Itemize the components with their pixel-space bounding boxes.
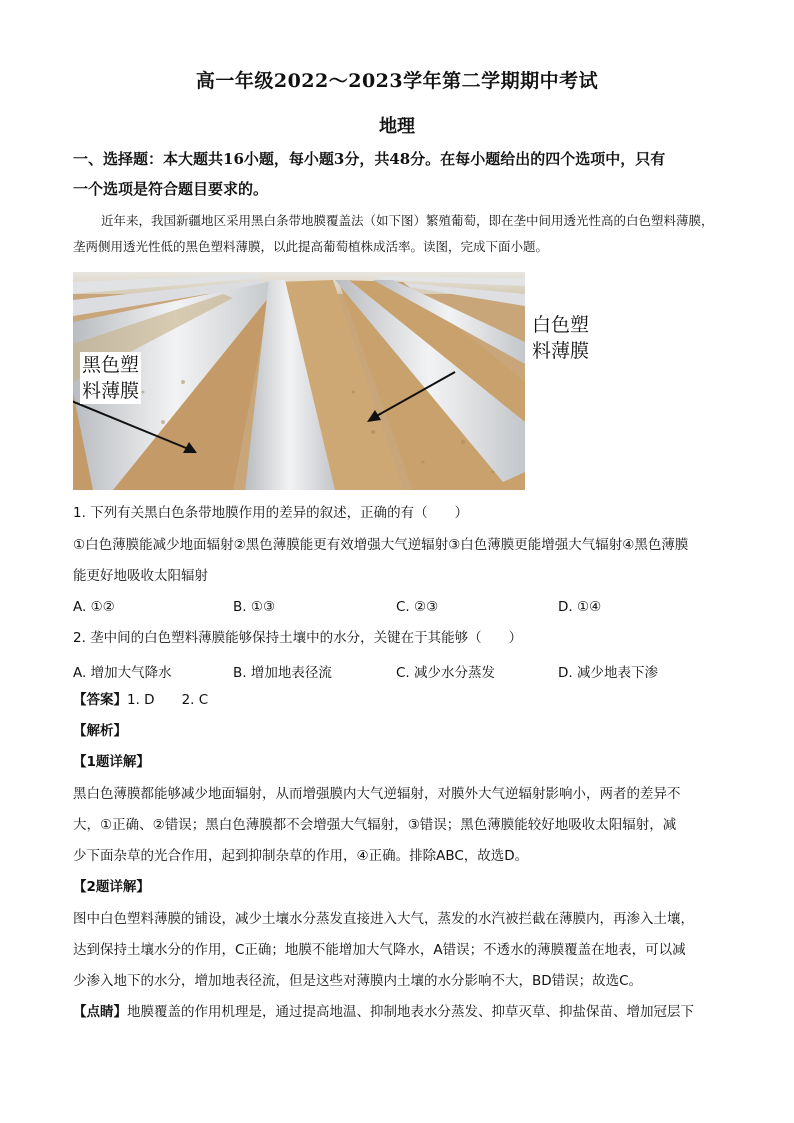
q1-stem: 1. 下列有关黑白色条带地膜作用的差异的叙述，正确的有（ ） [73,505,469,521]
q1-option-d: D. ①④ [558,599,602,615]
subject-title: 地理 [379,116,415,137]
q2-option-b: B. 增加地表径流 [233,665,332,681]
exam-title: 高一年级2022～2023学年第二学期期中考试 [195,70,599,92]
q1-option-c: C. ②③ [396,599,439,615]
detail2-line: 少渗入地下的水分，增加地表径流，但是这些对薄膜内土壤的水分影响不大，BD错误；故选C。 [73,973,643,989]
label-white-film: 白色塑 料薄膜 [532,314,590,362]
intro-paragraph: 近年来，我国新疆地区采用黑白条带地膜覆盖法（如下图）繁殖葡萄，即在垄中间用透光性高的白色塑料薄膜，垄两侧用透光性低的黑色塑料薄膜，以此提高葡萄植株成活率。读图，完成下面小题。 [73,213,714,254]
q2-option-a: A. 增加大气降水 [73,665,172,681]
label-black-film: 黑色塑 料薄膜 [82,354,140,402]
detail1-line: 大，①正确、②错误；黑白色薄膜都不会增强大气辐射，③错误；黑色薄膜能较好地吸收太阳辐射，减 [73,817,677,833]
q2-stem: 2. 垄中间的白色塑料薄膜能够保持土壤中的水分，关键在于其能够（ ） [73,630,523,646]
q1-statements-line1: ①白色薄膜能减少地面辐射②黑色薄膜能更有效增强大气逆辐射③白色薄膜更能增强大气辐射④黑色薄膜 [73,537,689,553]
q1-option-a: A. ①② [73,599,115,615]
detail2-line: 达到保持土壤水分的作用，C正确；地膜不能增加大气降水，A错误；不透水的薄膜覆盖在地表，可以减 [73,942,686,958]
q2-option-c: C. 减少水分蒸发 [396,665,496,681]
detail2-line: 图中白色塑料薄膜的铺设，减少土壤水分蒸发直接进入大气，蒸发的水汽被拦截在薄膜内，再渗入土壤， [73,911,694,927]
tip-text: 地膜覆盖的作用机理是，通过提高地温、抑制地表水分蒸发、抑草灭草、抑盐保苗、增加冠层下 [127,1004,694,1020]
tip-row [73,997,733,1027]
section-heading-line1: 一、选择题：本大题共16小题，每小题3分，共48分。在每小题给出的四个选项中，只有 [73,150,666,168]
detail1-line: 少下面杂草的光合作用，起到抑制杂草的作用，④正确。排除ABC，故选D。 [73,848,529,864]
tip-tag: 【点睛】 [73,1004,127,1020]
answer-row [73,685,733,715]
answer-text: 1. D 2. C [127,692,209,708]
detail1-line: 黑白色薄膜都能够减少地面辐射，从而增强膜内大气逆辐射，对膜外大气逆辐射影响小，两者的差异不 [73,786,681,802]
q2-option-d: D. 减少地表下渗 [558,665,658,681]
section-heading-line2: 一个选项是符合题目要求的。 [73,180,269,198]
analysis-tag: 【解析】 [73,723,127,739]
detail2-tag: 【2题详解】 [73,879,150,895]
q1-statements-line2: 能更好地吸收太阳辐射 [73,568,208,584]
q1-option-b: B. ①③ [233,599,276,615]
answer-tag: 【答案】 [73,692,127,708]
detail1-tag: 【1题详解】 [73,754,150,770]
